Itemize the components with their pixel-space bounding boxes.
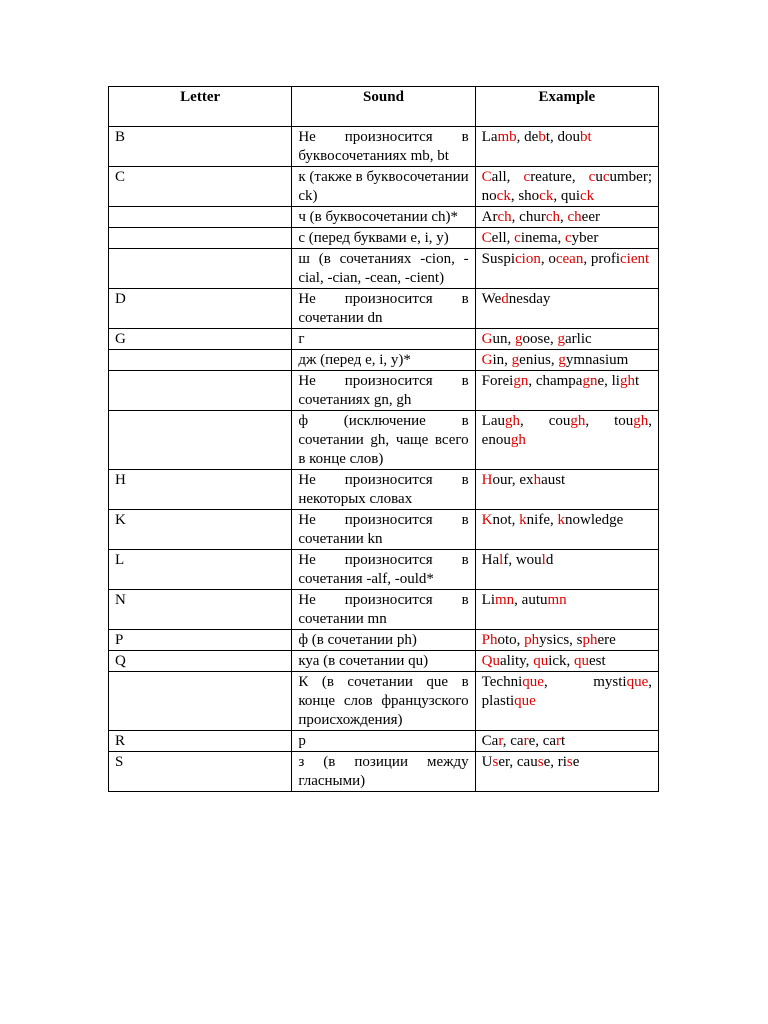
example-text: , ca [502,733,524,749]
highlighted-letters: gh [619,373,635,389]
example-text: , qui [553,188,581,204]
example-text: nife, [526,512,558,528]
highlighted-letters: ch [497,209,512,225]
highlighted-letters: bt [580,129,592,145]
sound-cell: куа (в сочетании qu) [292,651,475,672]
table-row [109,167,659,207]
sound-cell: Не произносится в буквосочетаниях mb, bt [292,127,475,167]
example-text: un, [492,331,515,347]
highlighted-letters: ck [496,188,511,204]
highlighted-letters: ch [567,209,582,225]
example-text: enius, [519,352,559,368]
highlighted-letters: c [588,169,596,185]
example-text: , de [516,129,539,145]
highlighted-letters: r [556,733,562,749]
highlighted-letters: b [538,129,546,145]
sound-cell: Не произносится в сочетании kn [292,510,475,550]
example-text: Ha [481,552,500,568]
example-text: d [545,552,554,568]
example-text: Suspi [481,251,516,267]
sound-cell: г [292,329,475,350]
example-text: aust [541,472,566,488]
letter-cell [109,207,292,228]
letter-cell: D [109,289,292,329]
highlighted-letters: que [514,693,536,709]
sound-cell: Не произносится в сочетаниях gn, gh [292,371,475,411]
table-body [109,127,659,792]
highlighted-letters: K [481,512,493,528]
example-text: t [561,733,566,749]
example-text: , mysti [543,674,627,690]
letter-cell: C [109,167,292,207]
sound-cell: Не произносится в некоторых словах [292,470,475,510]
highlighted-letters: k [519,512,527,528]
letter-cell [109,411,292,470]
example-cell [475,127,658,167]
sound-cell: ш (в сочетаниях -cion, -cial, -cian, -cean, -cient) [292,249,475,289]
letter-cell [109,350,292,371]
example-cell [475,329,658,350]
letter-cell [109,249,292,289]
letter-cell [109,672,292,731]
highlighted-letters: cion [515,251,541,267]
header-example: Example [475,87,658,127]
highlighted-letters: c [523,169,531,185]
highlighted-letters: s [537,754,544,770]
highlighted-letters: qu [574,653,590,669]
letter-cell: N [109,590,292,630]
highlighted-letters: cient [620,251,650,267]
highlighted-letters: g [558,352,566,368]
highlighted-letters: H [481,472,493,488]
highlighted-letters: ph [524,632,540,648]
table-row [109,630,659,651]
letter-cell: L [109,550,292,590]
highlighted-letters: cean [555,251,584,267]
example-text: Ar [481,209,498,225]
table-header-row [109,87,659,127]
highlighted-letters: ck [539,188,554,204]
example-text: f, wou [503,552,542,568]
example-text: , autu [514,592,548,608]
highlighted-letters: gh [570,413,586,429]
example-text: e, li [597,373,620,389]
highlighted-letters: k [557,512,565,528]
example-cell [475,630,658,651]
sound-cell: ф (исключение в сочетании gh, чаще всего в конце слов) [292,411,475,470]
example-text: , chur [511,209,546,225]
example-text: eer [581,209,600,225]
example-text: Techni [481,674,523,690]
letter-cell: Q [109,651,292,672]
example-cell [475,752,658,792]
highlighted-letters: ph [582,632,598,648]
example-cell [475,672,658,731]
letter-cell: P [109,630,292,651]
highlighted-letters: g [511,352,520,368]
highlighted-letters: mn [495,592,515,608]
example-text: e, ri [543,754,567,770]
table-row [109,470,659,510]
example-text: ere [597,632,616,648]
table-row [109,228,659,249]
example-text: not, [492,512,520,528]
example-cell [475,289,658,329]
table-row [109,550,659,590]
highlighted-letters: G [481,352,493,368]
highlighted-letters: C [481,230,492,246]
table-row [109,651,659,672]
letter-sound-table [108,86,659,792]
highlighted-letters: gn [582,373,598,389]
highlighted-letters: que [522,674,544,690]
example-text: ick, [548,653,575,669]
sound-cell: Не произносится в сочетании mn [292,590,475,630]
highlighted-letters: ch [545,209,560,225]
sound-cell: ф (в сочетании ph) [292,630,475,651]
example-text: Li [481,592,495,608]
example-text: U [481,754,493,770]
table-row [109,329,659,350]
sound-cell: К (в сочетании que в конце слов французского происхождения) [292,672,475,731]
example-text: reature, [530,169,589,185]
example-text: nowledge [565,512,624,528]
table-row [109,249,659,289]
example-cell [475,651,658,672]
example-text: oose, [522,331,558,347]
example-text: e [572,754,580,770]
example-cell [475,228,658,249]
highlighted-letters: mn [547,592,567,608]
highlighted-letters: gh [504,413,520,429]
example-cell [475,590,658,630]
highlighted-letters: c [602,169,610,185]
sound-cell: р [292,731,475,752]
example-cell [475,207,658,228]
sound-cell: Не произносится в сочетании dn [292,289,475,329]
example-text: , o [540,251,556,267]
example-cell [475,350,658,371]
highlighted-letters: s [492,754,499,770]
example-text: nesday [508,291,551,307]
example-cell [475,470,658,510]
example-text: our, ex [492,472,534,488]
example-text: est [589,653,606,669]
example-text: arlic [565,331,592,347]
example-text: inema, [520,230,565,246]
table-row [109,672,659,731]
highlighted-letters: r [498,733,503,749]
example-text: umber; no [481,169,652,204]
table-row [109,207,659,228]
table-row [109,289,659,329]
highlighted-letters: G [481,331,493,347]
letter-cell: R [109,731,292,752]
example-text: all, [491,169,524,185]
letter-cell: K [109,510,292,550]
example-text: , champa [528,373,583,389]
table-row [109,731,659,752]
letter-cell [109,228,292,249]
example-cell [475,550,658,590]
example-cell [475,411,658,470]
example-text: t [634,373,640,389]
sound-cell: с (перед буквами e, i, y) [292,228,475,249]
highlighted-letters: r [523,733,529,749]
highlighted-letters: g [515,331,523,347]
example-text: ysics, s [539,632,583,648]
example-cell [475,249,658,289]
highlighted-letters: Qu [481,653,500,669]
table-row [109,371,659,411]
letter-cell: S [109,752,292,792]
example-text: Lau [481,413,505,429]
example-text: La [481,129,498,145]
highlighted-letters: qu [533,653,549,669]
highlighted-letters: l [541,552,546,568]
example-text: Forei [481,373,514,389]
table-row [109,752,659,792]
table-row [109,127,659,167]
example-text: , plasti [481,674,652,709]
highlighted-letters: g [557,331,565,347]
example-cell [475,167,658,207]
table-row [109,510,659,550]
highlighted-letters: s [566,754,573,770]
example-text: oto, [497,632,525,648]
example-text: e, ca [528,733,557,749]
example-text: , sho [510,188,540,204]
example-text: er, cau [498,754,538,770]
highlighted-letters: Ph [481,632,498,648]
example-cell [475,371,658,411]
sound-cell: дж (перед e, i, y)* [292,350,475,371]
example-text: , enou [481,413,652,448]
example-text: ymnasium [565,352,629,368]
highlighted-letters: l [499,552,504,568]
letter-cell: G [109,329,292,350]
example-text: ell, [491,230,515,246]
sound-cell: з (в позиции между гласными) [292,752,475,792]
table-row [109,590,659,630]
highlighted-letters: gn [513,373,529,389]
example-text: , cou [519,413,571,429]
header-sound: Sound [292,87,475,127]
example-text: t, dou [545,129,580,145]
example-text: yber [571,230,599,246]
sound-cell: Не произносится в сочетания -alf, -ould* [292,550,475,590]
sound-cell: к (также в буквосочетании ck) [292,167,475,207]
highlighted-letters: ck [580,188,595,204]
example-text: , tou [585,413,634,429]
letter-cell [109,371,292,411]
example-cell [475,510,658,550]
highlighted-letters: c [514,230,521,246]
table-row [109,350,659,371]
letter-cell: B [109,127,292,167]
example-text: in, [492,352,512,368]
example-text: ality, [500,653,534,669]
sound-cell: ч (в буквосочетании ch)* [292,207,475,228]
example-text: We [481,291,502,307]
example-text: , profi [583,251,620,267]
highlighted-letters: gh [510,432,526,448]
header-letter: Letter [109,87,292,127]
highlighted-letters: h [533,472,542,488]
letter-cell: H [109,470,292,510]
highlighted-letters: d [501,291,509,307]
highlighted-letters: que [626,674,649,690]
example-text: u [595,169,603,185]
table-row [109,411,659,470]
example-text: Ca [481,733,499,749]
highlighted-letters: gh [633,413,649,429]
highlighted-letters: C [481,169,492,185]
highlighted-letters: mb [497,129,517,145]
highlighted-letters: c [565,230,572,246]
example-text: , [559,209,568,225]
example-cell [475,731,658,752]
